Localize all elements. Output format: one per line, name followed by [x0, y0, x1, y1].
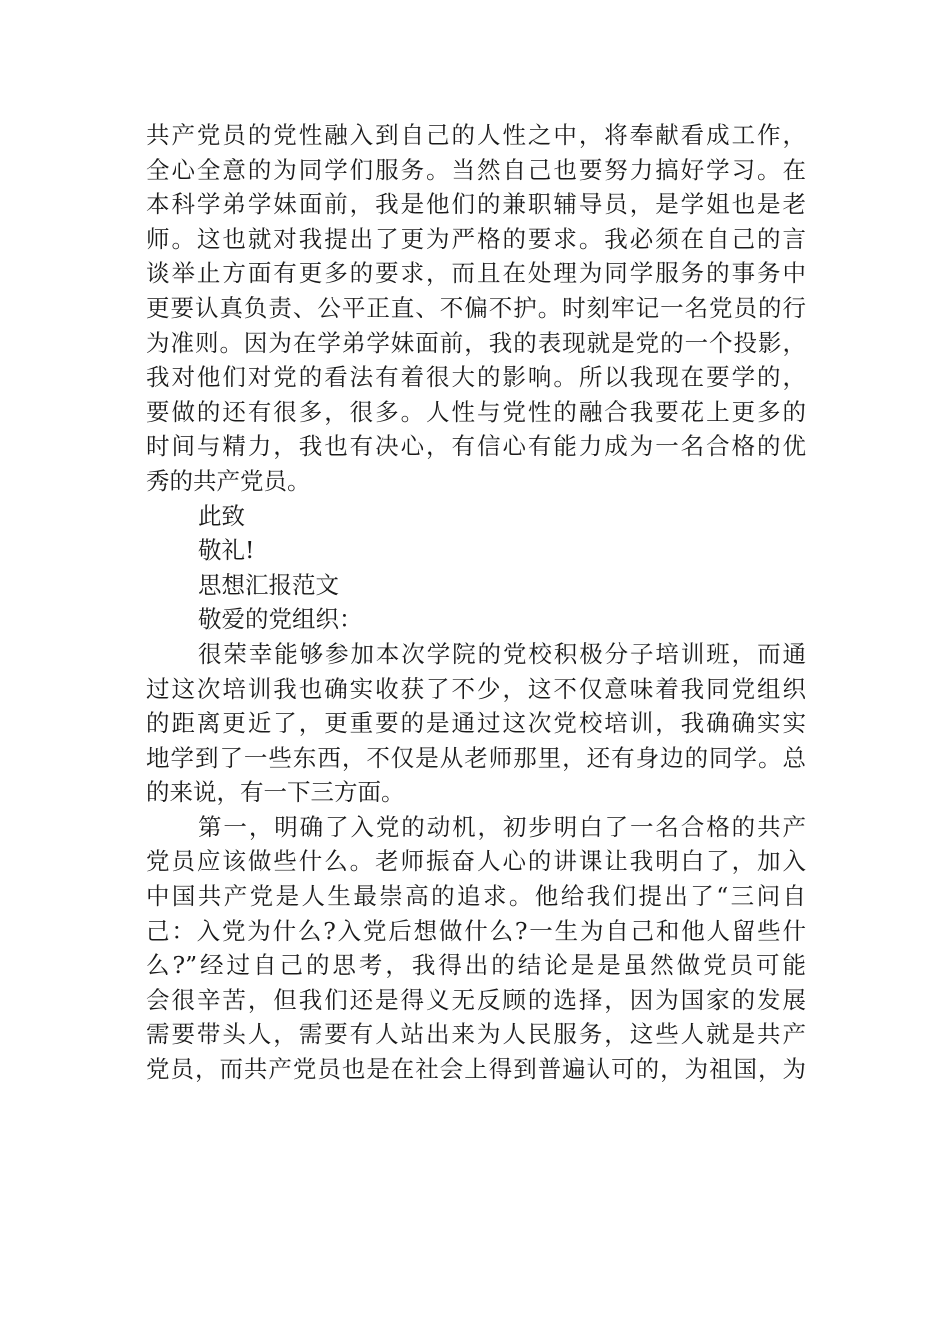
text-line: 么?”经过自己的思考，我得出的结论是是虽然做党员可能 [146, 951, 806, 980]
text-line: 的来说，有一下三方面。 [146, 778, 405, 807]
text-line: 敬礼! [198, 536, 255, 565]
text-line: 党员应该做些什么。老师振奋人心的讲课让我明白了，加入 [146, 847, 806, 876]
text-line: 地学到了一些东西，不仅是从老师那里，还有身边的同学。总 [146, 743, 806, 772]
text-line: 中国共产党是人生最崇高的追求。他给我们提出了“三问自 [146, 882, 806, 911]
text-line: 思想汇报范文 [198, 570, 339, 599]
text-line: 要做的还有很多，很多。人性与党性的融合我要花上更多的 [146, 397, 806, 426]
text-line: 谈举止方面有更多的要求，而且在处理为同学服务的事务中 [146, 259, 806, 288]
text-line: 此致 [198, 501, 245, 530]
text-line: 第一，明确了入党的动机，初步明白了一名合格的共产 [198, 812, 806, 841]
text-line: 我对他们对党的看法有着很大的影响。所以我现在要学的， [146, 363, 806, 392]
text-line: 共产党员的党性融入到自己的人性之中，将奉献看成工作， [146, 121, 806, 149]
document-body [146, 118, 806, 1087]
text-line: 过这次培训我也确实收获了不少，这不仅意味着我同党组织 [146, 674, 806, 703]
text-line: 的距离更近了，更重要的是通过这次党校培训，我确确实实 [146, 709, 806, 738]
text-line: 师。这也就对我提出了更为严格的要求。我必须在自己的言 [146, 224, 806, 253]
text-line: 秀的共产党员。 [146, 466, 311, 495]
text-line: 会很辛苦，但我们还是得义无反顾的选择，因为国家的发展 [146, 985, 806, 1014]
text-line: 很荣幸能够参加本次学院的党校积极分子培训班，而通 [198, 639, 806, 668]
text-line: 为准则。因为在学弟学妹面前，我的表现就是党的一个投影， [146, 328, 806, 357]
text-line: 本科学弟学妹面前，我是他们的兼职辅导员，是学姐也是老 [146, 190, 806, 219]
text-line: 需要带头人，需要有人站出来为人民服务，这些人就是共产 [146, 1020, 806, 1049]
text-line: 己：入党为什么?入党后想做什么?一生为自己和他人留些什 [146, 916, 806, 945]
text-line: 更要认真负责、公平正直、不偏不护。时刻牢记一名党员的行 [146, 293, 806, 322]
text-line: 全心全意的为同学们服务。当然自己也要努力搞好学习。在 [146, 155, 806, 184]
text-line: 敬爱的党组织： [198, 605, 363, 634]
text-line: 时间与精力，我也有决心，有信心有能力成为一名合格的优 [146, 432, 806, 461]
text-line: 党员，而共产党员也是在社会上得到普遍认可的，为祖国，为 [146, 1055, 806, 1084]
